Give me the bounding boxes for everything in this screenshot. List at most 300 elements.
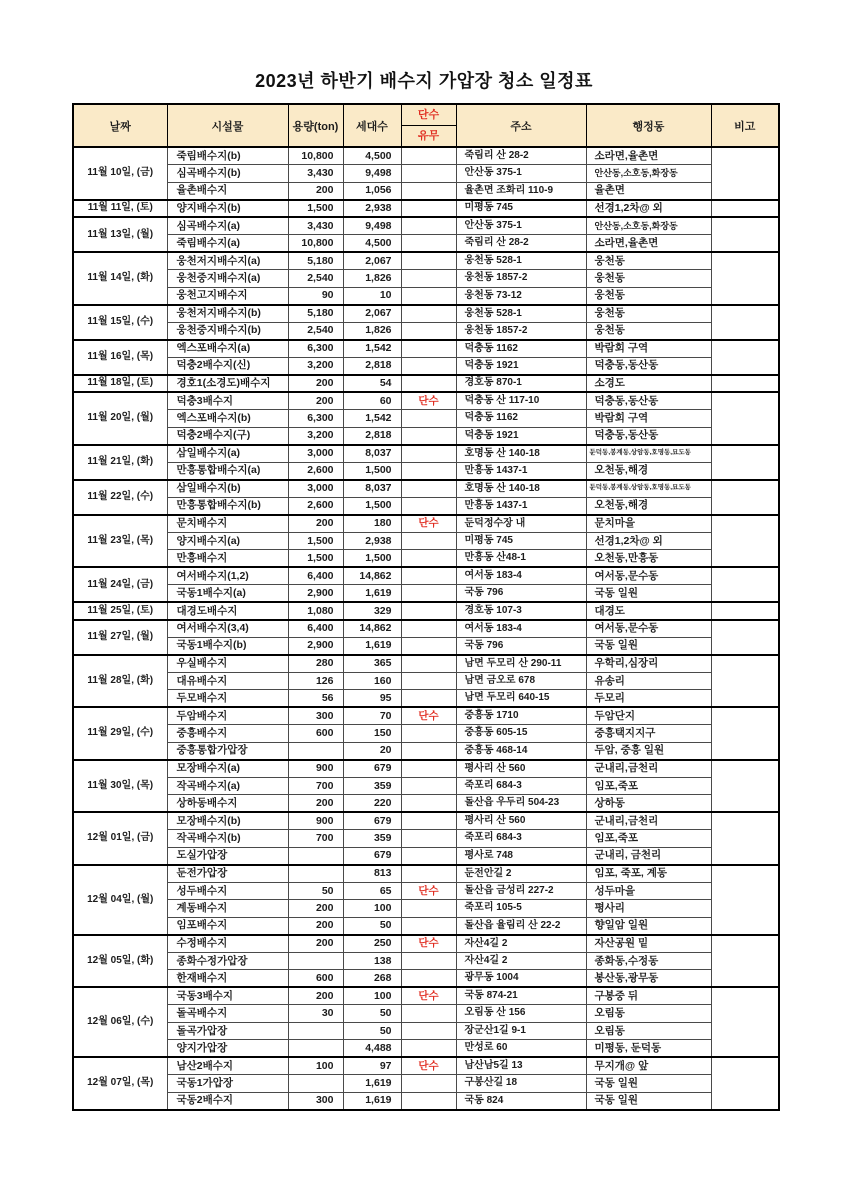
table-header	[73, 104, 779, 147]
cutoff-cell	[401, 725, 456, 743]
facility-cell: 두암배수지	[167, 707, 288, 725]
cutoff-cell	[401, 235, 456, 253]
address-cell: 덕충동 산 117-10	[456, 392, 586, 410]
facility-cell: 양지배수지(a)	[167, 532, 288, 550]
district-cell: 오림동	[586, 1005, 711, 1023]
address-cell: 중흥동 1710	[456, 707, 586, 725]
table-row	[73, 952, 779, 970]
cutoff-cell	[401, 497, 456, 515]
cutoff-cell	[401, 795, 456, 813]
address-cell: 덕충동 1162	[456, 340, 586, 358]
facility-cell: 덕충2배수지(구)	[167, 427, 288, 445]
capacity-cell: 200	[288, 917, 343, 935]
households-cell: 365	[343, 655, 401, 673]
capacity-cell: 300	[288, 1092, 343, 1110]
table-row	[73, 235, 779, 253]
address-cell: 죽포리 684-3	[456, 777, 586, 795]
district-cell: 미평동, 둔덕동	[586, 1040, 711, 1058]
district-cell: 여서동,문수동	[586, 567, 711, 585]
district-cell: 자산공원 밑	[586, 935, 711, 953]
district-cell: 덕충동,동산동	[586, 357, 711, 375]
date-cell: 12월 06일, (수)	[73, 987, 167, 1057]
date-cell: 11월 24일, (금)	[73, 567, 167, 602]
address-cell: 둔전안길 2	[456, 865, 586, 883]
capacity-cell: 900	[288, 760, 343, 778]
households-cell: 679	[343, 847, 401, 865]
district-cell: 임포, 죽포, 계동	[586, 865, 711, 883]
cutoff-cell	[401, 147, 456, 165]
table-row	[73, 480, 779, 498]
note-cell	[711, 147, 779, 200]
district-cell: 웅천동	[586, 252, 711, 270]
date-cell: 11월 28일, (화)	[73, 655, 167, 708]
table-row	[73, 987, 779, 1005]
district-cell: 향일암 일원	[586, 917, 711, 935]
facility-cell: 국동3배수지	[167, 987, 288, 1005]
capacity-cell	[288, 1040, 343, 1058]
facility-cell: 대경도배수지	[167, 602, 288, 620]
households-cell: 20	[343, 742, 401, 760]
district-cell: 군내리,금천리	[586, 760, 711, 778]
table-row	[73, 1057, 779, 1075]
district-cell: 선경1,2차@ 외	[586, 532, 711, 550]
cutoff-cell: 단수	[401, 882, 456, 900]
district-cell: 중흥택지지구	[586, 725, 711, 743]
cutoff-cell	[401, 375, 456, 393]
col-header-capacity: 용량(ton)	[288, 104, 343, 147]
note-cell	[711, 760, 779, 813]
address-cell: 평사로 748	[456, 847, 586, 865]
district-cell: 박람회 구역	[586, 410, 711, 428]
district-cell: 웅천동	[586, 305, 711, 323]
cutoff-cell: 단수	[401, 935, 456, 953]
table-row	[73, 287, 779, 305]
district-cell: 국동 일원	[586, 585, 711, 603]
facility-cell: 여서배수지(1,2)	[167, 567, 288, 585]
date-cell: 11월 22일, (수)	[73, 480, 167, 515]
address-cell: 만흥동 산48-1	[456, 550, 586, 568]
col-header-facility: 시설물	[167, 104, 288, 147]
address-cell: 웅천동 73-12	[456, 287, 586, 305]
cutoff-cell	[401, 410, 456, 428]
table-row	[73, 200, 779, 218]
address-cell: 덕충동 1162	[456, 410, 586, 428]
address-cell: 웅천동 528-1	[456, 305, 586, 323]
address-cell: 안산동 375-1	[456, 217, 586, 235]
facility-cell: 돌곡배수지	[167, 1005, 288, 1023]
capacity-cell: 200	[288, 182, 343, 200]
table-row	[73, 252, 779, 270]
facility-cell: 성두배수지	[167, 882, 288, 900]
households-cell: 60	[343, 392, 401, 410]
date-cell: 12월 01일, (금)	[73, 812, 167, 865]
district-cell: 성두마을	[586, 882, 711, 900]
address-cell: 죽림리 산 28-2	[456, 235, 586, 253]
capacity-cell: 2,900	[288, 585, 343, 603]
capacity-cell: 3,430	[288, 217, 343, 235]
capacity-cell: 10,800	[288, 235, 343, 253]
facility-cell: 웅천고지배수지	[167, 287, 288, 305]
facility-cell: 웅천저지배수지(b)	[167, 305, 288, 323]
address-cell: 자산4길 2	[456, 935, 586, 953]
address-cell: 호명동 산 140-18	[456, 445, 586, 463]
households-cell: 14,862	[343, 567, 401, 585]
capacity-cell	[288, 1022, 343, 1040]
facility-cell: 국동1배수지(a)	[167, 585, 288, 603]
date-cell: 11월 16일, (목)	[73, 340, 167, 375]
date-cell: 11월 18일, (토)	[73, 375, 167, 393]
cutoff-cell	[401, 1005, 456, 1023]
address-cell: 남면 두모리 산 290-11	[456, 655, 586, 673]
facility-cell: 도실가압장	[167, 847, 288, 865]
cutoff-cell	[401, 532, 456, 550]
facility-cell: 죽림배수지(b)	[167, 147, 288, 165]
cutoff-cell	[401, 847, 456, 865]
district-cell: 무지개@ 앞	[586, 1057, 711, 1075]
cutoff-cell	[401, 445, 456, 463]
table-row	[73, 865, 779, 883]
date-cell: 11월 21일, (화)	[73, 445, 167, 480]
table-row	[73, 1075, 779, 1093]
cutoff-cell	[401, 427, 456, 445]
district-cell: 소라면,율촌면	[586, 147, 711, 165]
cutoff-cell: 단수	[401, 1057, 456, 1075]
date-cell: 11월 27일, (월)	[73, 620, 167, 655]
cutoff-cell	[401, 1022, 456, 1040]
facility-cell: 중흥통합가압장	[167, 742, 288, 760]
col-header-cutoff	[401, 104, 456, 147]
households-cell: 54	[343, 375, 401, 393]
cutoff-cell	[401, 462, 456, 480]
cutoff-cell	[401, 672, 456, 690]
note-cell	[711, 812, 779, 865]
capacity-cell: 2,600	[288, 497, 343, 515]
facility-cell: 만흥통합배수지(a)	[167, 462, 288, 480]
capacity-cell: 1,500	[288, 200, 343, 218]
note-cell	[711, 375, 779, 393]
date-cell: 11월 15일, (수)	[73, 305, 167, 340]
households-cell: 1,619	[343, 1075, 401, 1093]
address-cell: 국동 796	[456, 637, 586, 655]
facility-cell: 대유배수지	[167, 672, 288, 690]
district-cell: 유송리	[586, 672, 711, 690]
table-row	[73, 305, 779, 323]
households-cell: 10	[343, 287, 401, 305]
capacity-cell	[288, 1075, 343, 1093]
facility-cell: 국동1배수지(b)	[167, 637, 288, 655]
cutoff-cell	[401, 1092, 456, 1110]
table-row	[73, 1005, 779, 1023]
households-cell: 9,498	[343, 165, 401, 183]
capacity-cell: 2,600	[288, 462, 343, 480]
address-cell: 돌산읍 금성리 227-2	[456, 882, 586, 900]
cutoff-cell	[401, 865, 456, 883]
table-row	[73, 1022, 779, 1040]
facility-cell: 덕충3배수지	[167, 392, 288, 410]
facility-cell: 웅천중지배수지(b)	[167, 322, 288, 340]
households-cell: 359	[343, 777, 401, 795]
cutoff-cell	[401, 742, 456, 760]
households-cell: 65	[343, 882, 401, 900]
households-cell: 95	[343, 690, 401, 708]
capacity-cell: 600	[288, 725, 343, 743]
facility-cell: 덕충2배수지(신)	[167, 357, 288, 375]
households-cell: 250	[343, 935, 401, 953]
capacity-cell: 90	[288, 287, 343, 305]
table-row	[73, 147, 779, 165]
households-cell: 220	[343, 795, 401, 813]
capacity-cell: 126	[288, 672, 343, 690]
table-row	[73, 620, 779, 638]
address-cell: 죽포리 684-3	[456, 830, 586, 848]
facility-cell: 계동배수지	[167, 900, 288, 918]
facility-cell: 심곡배수지(a)	[167, 217, 288, 235]
address-cell: 만성로 60	[456, 1040, 586, 1058]
households-cell: 1,619	[343, 637, 401, 655]
table-row	[73, 165, 779, 183]
address-cell: 국동 796	[456, 585, 586, 603]
households-cell: 1,056	[343, 182, 401, 200]
address-cell: 장군산1길 9-1	[456, 1022, 586, 1040]
households-cell: 4,500	[343, 235, 401, 253]
table-row	[73, 935, 779, 953]
address-cell: 경호동 107-3	[456, 602, 586, 620]
capacity-cell: 700	[288, 777, 343, 795]
address-cell: 중흥동 605-15	[456, 725, 586, 743]
note-cell	[711, 602, 779, 620]
table-row	[73, 322, 779, 340]
table-row	[73, 515, 779, 533]
address-cell: 남산남5길 13	[456, 1057, 586, 1075]
cutoff-cell	[401, 970, 456, 988]
households-cell: 8,037	[343, 445, 401, 463]
capacity-cell: 3,200	[288, 427, 343, 445]
district-cell: 국동 일원	[586, 1075, 711, 1093]
table-row	[73, 637, 779, 655]
address-cell: 광무동 1004	[456, 970, 586, 988]
capacity-cell	[288, 742, 343, 760]
district-cell: 두모리	[586, 690, 711, 708]
facility-cell: 양지가압장	[167, 1040, 288, 1058]
capacity-cell: 1,500	[288, 550, 343, 568]
district-cell: 덕충동,동산동	[586, 392, 711, 410]
cutoff-cell	[401, 200, 456, 218]
col-header-note: 비고	[711, 104, 779, 147]
facility-cell: 웅천중지배수지(a)	[167, 270, 288, 288]
address-cell: 안산동 375-1	[456, 165, 586, 183]
cutoff-cell	[401, 322, 456, 340]
address-cell: 구봉산길 18	[456, 1075, 586, 1093]
table-row	[73, 672, 779, 690]
district-cell: 웅천동	[586, 270, 711, 288]
cutoff-cell	[401, 1040, 456, 1058]
district-cell: 상하동	[586, 795, 711, 813]
households-cell: 1,619	[343, 585, 401, 603]
households-cell: 14,862	[343, 620, 401, 638]
cutoff-cell	[401, 917, 456, 935]
facility-cell: 양지배수지(b)	[167, 200, 288, 218]
address-cell: 돌산읍 우두리 504-23	[456, 795, 586, 813]
households-cell: 813	[343, 865, 401, 883]
facility-cell: 국동1가압장	[167, 1075, 288, 1093]
table-row	[73, 760, 779, 778]
households-cell: 8,037	[343, 480, 401, 498]
facility-cell: 국동2배수지	[167, 1092, 288, 1110]
households-cell: 1,500	[343, 550, 401, 568]
address-cell: 죽포리 105-5	[456, 900, 586, 918]
table-row	[73, 655, 779, 673]
date-cell: 11월 30일, (목)	[73, 760, 167, 813]
capacity-cell: 3,000	[288, 480, 343, 498]
households-cell: 97	[343, 1057, 401, 1075]
table-row	[73, 602, 779, 620]
cutoff-cell	[401, 550, 456, 568]
cutoff-cell	[401, 690, 456, 708]
capacity-cell: 3,430	[288, 165, 343, 183]
cutoff-cell	[401, 182, 456, 200]
district-cell: 오천동,해경	[586, 497, 711, 515]
households-cell: 359	[343, 830, 401, 848]
note-cell	[711, 252, 779, 305]
cutoff-cell	[401, 305, 456, 323]
cutoff-cell: 단수	[401, 392, 456, 410]
households-cell: 50	[343, 917, 401, 935]
households-cell: 1,500	[343, 497, 401, 515]
capacity-cell: 280	[288, 655, 343, 673]
date-cell: 12월 05일, (화)	[73, 935, 167, 988]
cutoff-cell	[401, 585, 456, 603]
district-cell: 구봉중 뒤	[586, 987, 711, 1005]
note-cell	[711, 865, 779, 935]
address-cell: 둔덕정수장 내	[456, 515, 586, 533]
district-cell: 안산동,소호동,화장동	[586, 217, 711, 235]
address-cell: 평사리 산 560	[456, 760, 586, 778]
district-cell: 둔덕동,봉계동,상암동,호명동,묘도동	[586, 445, 711, 463]
capacity-cell: 10,800	[288, 147, 343, 165]
facility-cell: 작곡배수지(a)	[167, 777, 288, 795]
table-row	[73, 532, 779, 550]
capacity-cell: 6,300	[288, 410, 343, 428]
district-cell: 임포,죽포	[586, 777, 711, 795]
cutoff-cell: 단수	[401, 987, 456, 1005]
note-cell	[711, 445, 779, 480]
households-cell: 180	[343, 515, 401, 533]
table-row	[73, 550, 779, 568]
table-row	[73, 497, 779, 515]
households-cell: 9,498	[343, 217, 401, 235]
capacity-cell: 5,180	[288, 252, 343, 270]
district-cell: 두암단지	[586, 707, 711, 725]
date-cell: 11월 20일, (월)	[73, 392, 167, 445]
table-row	[73, 970, 779, 988]
table-row	[73, 725, 779, 743]
cleaning-schedule-table	[72, 103, 780, 1111]
capacity-cell: 700	[288, 830, 343, 848]
cutoff-cell	[401, 760, 456, 778]
table-row	[73, 900, 779, 918]
table-row	[73, 217, 779, 235]
households-cell: 2,818	[343, 357, 401, 375]
address-cell: 여서동 183-4	[456, 567, 586, 585]
address-cell: 미평동 745	[456, 532, 586, 550]
households-cell: 2,067	[343, 305, 401, 323]
address-cell: 만흥동 1437-1	[456, 497, 586, 515]
cutoff-cell	[401, 620, 456, 638]
facility-cell: 모장배수지(a)	[167, 760, 288, 778]
note-cell	[711, 620, 779, 655]
facility-cell: 만흥통합배수지(b)	[167, 497, 288, 515]
cutoff-cell: 단수	[401, 707, 456, 725]
facility-cell: 두모배수지	[167, 690, 288, 708]
households-cell: 100	[343, 900, 401, 918]
households-cell: 1,826	[343, 322, 401, 340]
facility-cell: 작곡배수지(b)	[167, 830, 288, 848]
district-cell: 국동 일원	[586, 1092, 711, 1110]
district-cell: 오천동,만흥동	[586, 550, 711, 568]
households-cell: 4,500	[343, 147, 401, 165]
capacity-cell: 50	[288, 882, 343, 900]
capacity-cell: 3,200	[288, 357, 343, 375]
capacity-cell: 100	[288, 1057, 343, 1075]
table-row	[73, 567, 779, 585]
capacity-cell: 3,000	[288, 445, 343, 463]
note-cell	[711, 987, 779, 1057]
facility-cell: 상하동배수지	[167, 795, 288, 813]
capacity-cell: 2,900	[288, 637, 343, 655]
capacity-cell: 200	[288, 375, 343, 393]
facility-cell: 둔전가압장	[167, 865, 288, 883]
table-row	[73, 795, 779, 813]
households-cell: 2,067	[343, 252, 401, 270]
district-cell: 율촌면	[586, 182, 711, 200]
facility-cell: 여서배수지(3,4)	[167, 620, 288, 638]
capacity-cell: 6,400	[288, 567, 343, 585]
table-row	[73, 445, 779, 463]
cutoff-cell: 단수	[401, 515, 456, 533]
note-cell	[711, 217, 779, 252]
date-cell: 11월 23일, (목)	[73, 515, 167, 568]
facility-cell: 경호1(소경도)배수지	[167, 375, 288, 393]
capacity-cell	[288, 847, 343, 865]
date-cell: 11월 25일, (토)	[73, 602, 167, 620]
address-cell: 덕충동 1921	[456, 427, 586, 445]
cutoff-cell	[401, 812, 456, 830]
capacity-cell: 200	[288, 935, 343, 953]
date-cell: 12월 04일, (월)	[73, 865, 167, 935]
table-row	[73, 340, 779, 358]
facility-cell: 우실배수지	[167, 655, 288, 673]
address-cell: 평사리 산 560	[456, 812, 586, 830]
table-row	[73, 585, 779, 603]
table-row	[73, 690, 779, 708]
address-cell: 만흥동 1437-1	[456, 462, 586, 480]
facility-cell: 한재배수지	[167, 970, 288, 988]
table-row	[73, 392, 779, 410]
cutoff-cell	[401, 480, 456, 498]
facility-cell: 엑스포배수지(b)	[167, 410, 288, 428]
capacity-cell: 2,540	[288, 270, 343, 288]
table-row	[73, 1040, 779, 1058]
capacity-cell: 30	[288, 1005, 343, 1023]
capacity-cell: 6,300	[288, 340, 343, 358]
facility-cell: 만흥배수지	[167, 550, 288, 568]
district-cell: 웅천동	[586, 287, 711, 305]
address-cell: 죽림리 산 28-2	[456, 147, 586, 165]
households-cell: 1,542	[343, 410, 401, 428]
district-cell: 우학리,심장리	[586, 655, 711, 673]
date-cell: 12월 07일, (목)	[73, 1057, 167, 1110]
district-cell: 오림동	[586, 1022, 711, 1040]
